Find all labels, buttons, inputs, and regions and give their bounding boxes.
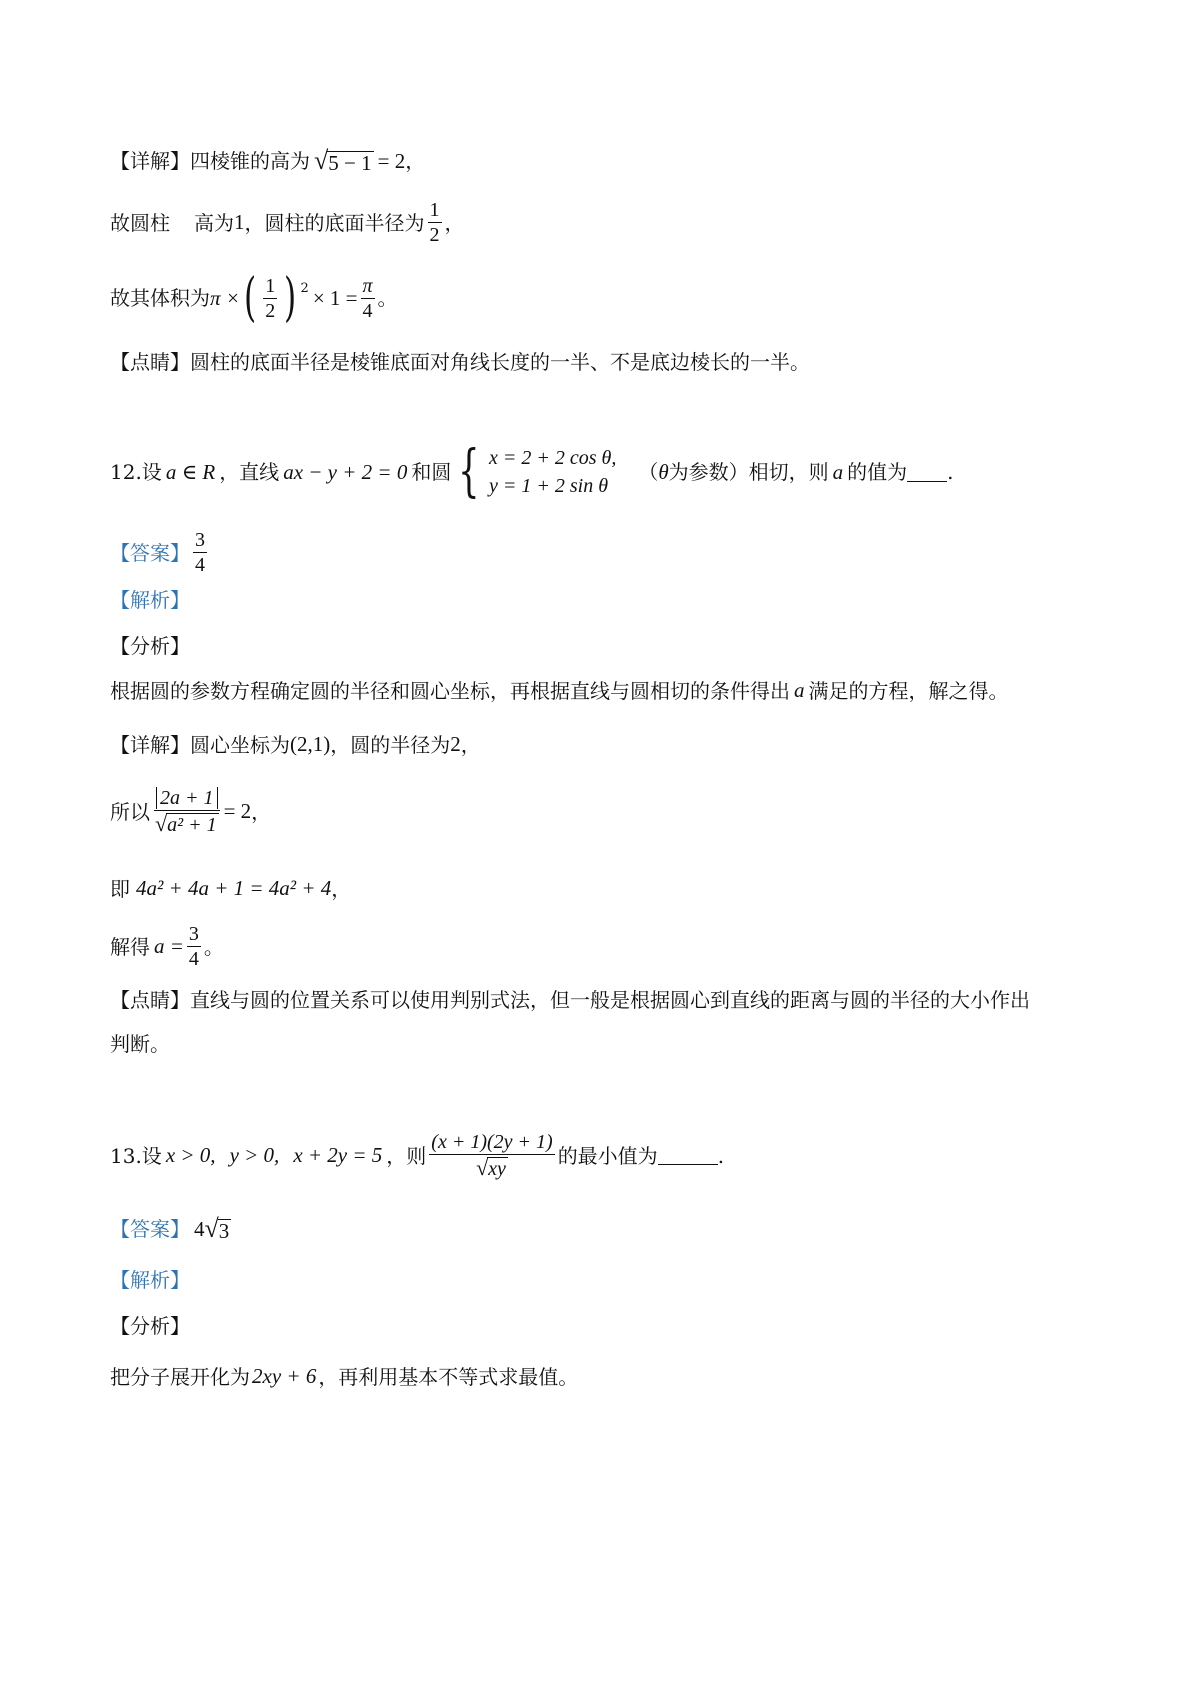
q12-prefix: 12.设 xyxy=(110,460,162,484)
detail-text: 四棱锥的高为 xyxy=(190,149,310,173)
detail-tag: 【详解】 xyxy=(110,149,190,173)
fenxi-13-text2: ，再利用基本不等式求最值。 xyxy=(318,1364,579,1389)
answer-tag: 【答案】 xyxy=(110,540,190,565)
answer-13-coef: 4 xyxy=(194,1216,205,1241)
detail-12-tag: 【详解】 xyxy=(110,732,190,757)
comment-12-line2 xyxy=(110,1034,170,1054)
q12-cond: a ∈ R xyxy=(165,459,216,484)
q13-end: . xyxy=(717,1143,725,1168)
step2-eq: 4a² + 4a + 1 = 4a² + 4 xyxy=(136,876,332,900)
q12-a: a xyxy=(832,459,844,484)
q12-line-eq: ax − y + 2 = 0 xyxy=(283,459,408,484)
paren-fraction: ( $\frac{1}{2}$ ) $^2$ xyxy=(244,268,309,328)
comment-12-text2: 判断。 xyxy=(110,1032,170,1056)
answer-13-sqrt: √ 3 xyxy=(204,1214,230,1243)
answer-blank xyxy=(907,463,947,482)
analysis-13 xyxy=(110,1270,190,1290)
power: 2 xyxy=(300,280,309,296)
fenxi-12-text xyxy=(110,680,1009,701)
detail-line-3 xyxy=(110,268,398,328)
analysis-12 xyxy=(110,590,190,610)
q13-text1: ，则 xyxy=(386,1143,427,1168)
fenxi-13-tag-text: 【分析】 xyxy=(110,1314,190,1338)
fraction-pi-4: $\frac{\pi}{4}$ xyxy=(362,274,373,322)
fenxi-13-tag xyxy=(110,1316,190,1336)
answer-13-tag: 【答案】 xyxy=(110,1217,190,1241)
comment-text: 圆柱的底面半径是棱锥底面对角线长度的一半、不是底边棱长的一半。 xyxy=(190,350,810,374)
step-3 xyxy=(110,924,224,969)
analysis-13-tag: 【解析】 xyxy=(110,1268,190,1292)
line3-end: 。 xyxy=(377,286,398,310)
step3-end: 。 xyxy=(203,934,224,959)
detail-12-end: ， xyxy=(460,732,481,757)
fenxi-13-text1: 把分子展开化为 xyxy=(110,1364,250,1389)
detail-line-2 xyxy=(110,200,465,245)
fraction-half: $\frac{1}{2}$ xyxy=(429,199,440,246)
step2-a: 即 xyxy=(110,876,130,901)
fenxi-tag: 【分析】 xyxy=(110,634,190,658)
detail-eq: = 2 xyxy=(377,148,406,173)
fenxi-text2: 满足的方程，解之得。 xyxy=(808,678,1009,703)
detail-12-text1: 圆心坐标为 xyxy=(190,732,290,757)
question-12 xyxy=(110,439,954,504)
detail-line-1 xyxy=(110,148,425,174)
q12-text5: 的值为 xyxy=(847,460,908,484)
fenxi-a: a xyxy=(794,678,805,702)
analysis-tag: 【解析】 xyxy=(110,588,190,612)
line2-c: ，圆柱的底面半径为 xyxy=(244,210,425,235)
center-coord: (2,1) xyxy=(290,732,331,756)
answer-blank-13 xyxy=(658,1146,718,1165)
q13-c3: x + 2y = 5 xyxy=(293,1143,383,1167)
q13-fraction: (x + 1)(2y + 1) √ xy xyxy=(431,1131,553,1180)
step1-a: 所以 xyxy=(110,799,150,824)
param-system: x = 2 + 2 cos θ, y = 1 + 2 sin θ xyxy=(488,447,617,497)
detail-end: ， xyxy=(405,149,426,173)
line2-end: ， xyxy=(444,210,465,235)
q12-text3: （ xyxy=(638,460,659,484)
comment-12-line1 xyxy=(110,990,1030,1010)
fenxi-13-expr: 2xy + 6 xyxy=(252,1364,317,1388)
step1-eq: = 2 xyxy=(223,799,252,823)
system-brace: { xyxy=(458,439,480,504)
sqrt-expression: √ 5 − 1 xyxy=(314,146,372,175)
line2-h: 1 xyxy=(234,210,245,234)
step3-lhs: a = xyxy=(154,934,184,958)
line3-mid: × 1 = xyxy=(312,285,358,310)
step2-end: ， xyxy=(331,876,352,901)
step-1 xyxy=(110,788,271,835)
answer-12 xyxy=(110,530,210,575)
distance-fraction: 2a + 1 √ a² + 1 xyxy=(153,788,221,835)
fenxi-13-text xyxy=(110,1366,578,1387)
line2-b: 高为 xyxy=(194,210,234,235)
q13-prefix: 13.设 xyxy=(110,1143,162,1168)
detail-12-text2: ，圆的半径为 xyxy=(330,732,451,757)
comment-12-tag: 【点睛】 xyxy=(110,988,190,1012)
answer-13 xyxy=(110,1216,231,1242)
q12-text2: 和圆 xyxy=(411,460,452,484)
line3-pi: π × xyxy=(210,285,240,310)
step3-fraction: $\frac{3}{4}$ xyxy=(188,923,199,970)
q12-end: . xyxy=(947,460,954,484)
line2-a: 故圆柱 xyxy=(110,210,170,235)
detail-12 xyxy=(110,734,481,755)
question-13 xyxy=(110,1132,724,1179)
q12-theta: θ xyxy=(658,459,669,484)
q12-text4: 为参数）相切，则 xyxy=(668,460,829,484)
fenxi-text1: 根据圆的参数方程确定圆的半径和圆心坐标，再根据直线与圆相切的条件得出 xyxy=(110,678,790,703)
step-2 xyxy=(110,878,351,899)
q13-c1: x > 0, xyxy=(165,1143,216,1167)
q13-c2: y > 0, xyxy=(229,1143,280,1167)
q13-text2: 的最小值为 xyxy=(557,1143,658,1168)
comment-line xyxy=(110,352,810,372)
step1-end: ， xyxy=(251,799,272,824)
q12-text1: ，直线 xyxy=(219,460,280,484)
answer-fraction: $\frac{3}{4}$ xyxy=(195,529,205,576)
line3-a: 故其体积为 xyxy=(110,286,210,310)
comment-12-text1: 直线与圆的位置关系可以使用判别式法，但一般是根据圆心到直线的距离与圆的半径的大小作出 xyxy=(190,988,1030,1012)
radius-value: 2 xyxy=(450,732,461,756)
step3-a: 解得 xyxy=(110,934,150,959)
fenxi-12-tag xyxy=(110,636,190,656)
comment-tag: 【点睛】 xyxy=(110,350,190,374)
